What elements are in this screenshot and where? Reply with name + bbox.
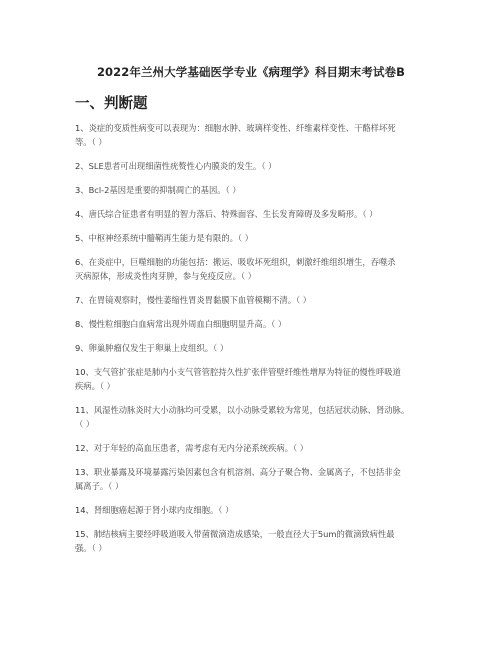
question-text: Bcl-2基因是重要的抑制凋亡的基因。（ ） [88,185,241,195]
question-item [75,183,435,197]
question-line [75,121,435,135]
question-item [75,317,435,331]
question-text: 肾细胞癌起源于肾小球内皮细胞。（ ） [93,505,234,515]
question-line [75,541,435,555]
question-line [75,417,435,431]
question-line [75,465,435,479]
question-text: 中枢神经系统中髓鞘再生能力是有限的。（ ） [88,233,254,243]
question-text: 卵巢肿瘤仅发生于卵巢上皮组织。（ ） [88,343,229,353]
question-number: 14、 [75,505,94,515]
question-line [75,269,435,283]
question-text: 强。（ ） [75,543,107,553]
question-line [75,365,435,379]
question-item [75,503,435,517]
question-line [75,527,435,541]
question-number: 15、 [75,529,94,539]
question-item [75,121,435,149]
question-number: 13、 [75,467,94,477]
question-line [75,441,435,455]
section-title: 一、判断题 [75,96,148,112]
question-number: 6、 [75,257,89,267]
question-text: 肺结核病主要经呼吸道吸入带菌微滴造成感染，一般直径大于5um的微滴致病性最 [93,529,395,539]
question-number: 9、 [75,343,89,353]
question-number: 7、 [75,295,89,305]
question-line [75,159,435,173]
question-item [75,255,435,283]
question-text: （ ） [75,419,95,429]
question-line [75,379,435,393]
question-text: 唐氏综合征患者有明显的智力落后、特殊面容、生长发育障碍及多发畸形。（ ） [88,209,378,219]
question-text: 等。（ ） [75,137,107,147]
question-number: 5、 [75,233,89,243]
question-text: 灭病原体，形成炎性肉芽肿，参与免疫反应。（ ） [75,271,257,281]
question-number: 10、 [75,367,94,377]
question-number: 8、 [75,319,89,329]
question-line [75,135,435,149]
question-text: 风湿性动脉炎时大小动脉均可受累，以小动脉受累较为常见，包括冠状动脉、肾动脉。 [93,405,410,415]
question-number: 4、 [75,209,89,219]
question-item [75,527,435,555]
question-line [75,479,435,493]
question-text: 疾病。（ ） [75,381,115,391]
document-title: 2022年兰州大学基础医学专业《病理学》科目期末考试卷B [96,65,406,79]
question-item [75,441,435,455]
question-item [75,293,435,307]
question-text: 炎症的变质性病变可以表现为：细胞水肿、玻璃样变性、纤维素样变性、干酪样坏死 [88,123,396,133]
question-text: 职业暴露及环境暴露污染因素包含有机溶剂、高分子聚合物、金属离子，不包括非金 [93,467,401,477]
question-item [75,341,435,355]
question-list [75,121,435,565]
question-text: SLE患者可出现细菌性疣赘性心内膜炎的发生。（ ） [88,161,277,171]
question-item [75,403,435,431]
question-number: 1、 [75,123,89,133]
question-text: 支气管扩张症是肺内小支气管管腔持久性扩张伴管壁纤维性增厚为特征的慢性呼吸道 [93,367,401,377]
question-line [75,207,435,221]
question-number: 12、 [75,443,94,453]
question-text: 属离子。（ ） [75,481,124,491]
question-number: 3、 [75,185,89,195]
question-item [75,465,435,493]
question-line [75,341,435,355]
question-text: 在胃镜观察时，慢性萎缩性胃炎胃黏膜下血管模糊不清。（ ） [88,295,312,305]
question-item [75,207,435,221]
question-number: 2、 [75,161,89,171]
question-text: 慢性粒细胞白血病常出现外周血白细胞明显升高。（ ） [88,319,287,329]
question-line [75,231,435,245]
question-line [75,255,435,269]
question-line [75,293,435,307]
question-text: 在炎症中，巨噬细胞的功能包括：搬运、吸收坏死组织，刺激纤维组织增生，吞噬杀 [88,257,396,267]
question-line [75,317,435,331]
question-number: 11、 [75,405,94,415]
question-line [75,183,435,197]
question-line [75,403,435,417]
question-text: 对于年轻的高血压患者，需考虑有无内分泌系统疾病。（ ） [93,443,309,453]
question-line [75,503,435,517]
question-item [75,231,435,245]
question-item [75,159,435,173]
question-item [75,365,435,393]
